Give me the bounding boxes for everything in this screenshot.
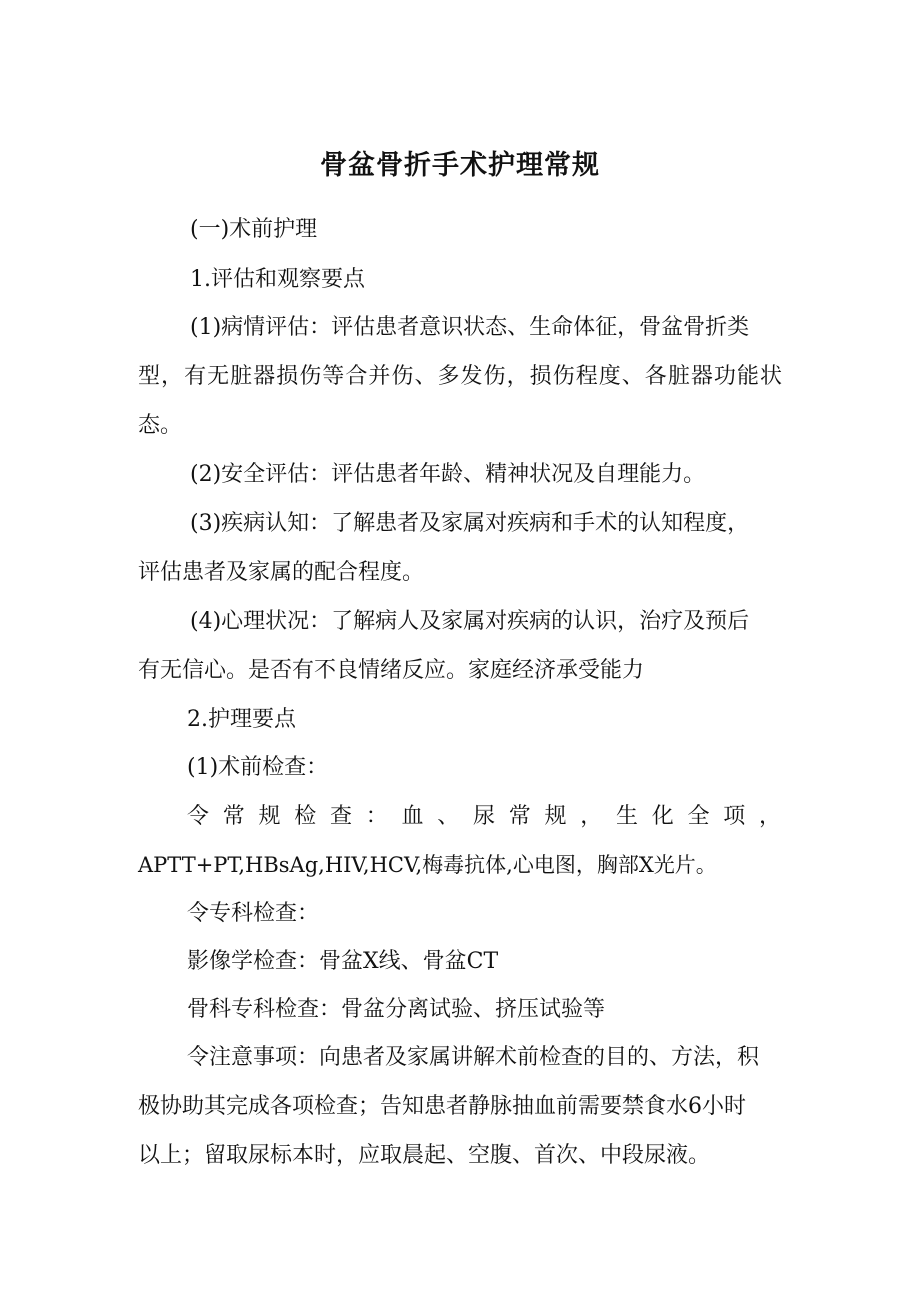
paragraph-line: 型，有无脏器损伤等合并伤、多发伤，损伤程度、各脏器功能状: [138, 364, 782, 389]
document-title: 骨盆骨折手术护理常规: [320, 150, 600, 181]
subheading-assessment: 1.评估和观察要点: [190, 267, 365, 292]
subheading-nursing-points: 2.护理要点: [187, 707, 296, 732]
paragraph-line: 极协助其完成各项检查；告知患者静脉抽血前需要禁食水6小时: [138, 1094, 746, 1119]
paragraph-line: (1)术前检查：: [187, 755, 329, 780]
paragraph-line: 以上；留取尿标本时，应取晨起、空腹、首次、中段尿液。: [138, 1143, 711, 1168]
paragraph-line: 骨科专科检查：骨盆分离试验、挤压试验等: [187, 997, 606, 1022]
paragraph-line: 影像学检查：骨盆X线、骨盆CT: [187, 949, 499, 974]
paragraph-line: 令常规检查：血、尿常规，生化全项，: [187, 804, 782, 829]
paragraph-line: 评估患者及家属的配合程度。: [138, 560, 425, 585]
paragraph-line: (3)疾病认知：了解患者及家属对疾病和手术的认知程度，: [190, 511, 750, 536]
paragraph-line: 令注意事项：向患者及家属讲解术前检查的目的、方法，积: [187, 1045, 760, 1070]
paragraph-line: (2)安全评估：评估患者年龄、精神状况及自理能力。: [190, 462, 706, 487]
paragraph-line: APTT+PT,HBsAg,HIV,HCV,梅毒抗体,心电图，胸部X光片。: [138, 853, 717, 877]
paragraph-line: (4)心理状况：了解病人及家属对疾病的认识，治疗及预后: [190, 609, 750, 634]
paragraph-line: 有无信心。是否有不良情绪反应。家庭经济承受能力: [138, 658, 645, 683]
paragraph-line: 态。: [138, 413, 183, 438]
paragraph-line: (1)病情评估：评估患者意识状态、生命体征，骨盆骨折类: [190, 315, 750, 340]
section-heading-preop: (一)术前护理: [190, 217, 318, 242]
paragraph-line: 令专科检查：: [187, 901, 320, 926]
